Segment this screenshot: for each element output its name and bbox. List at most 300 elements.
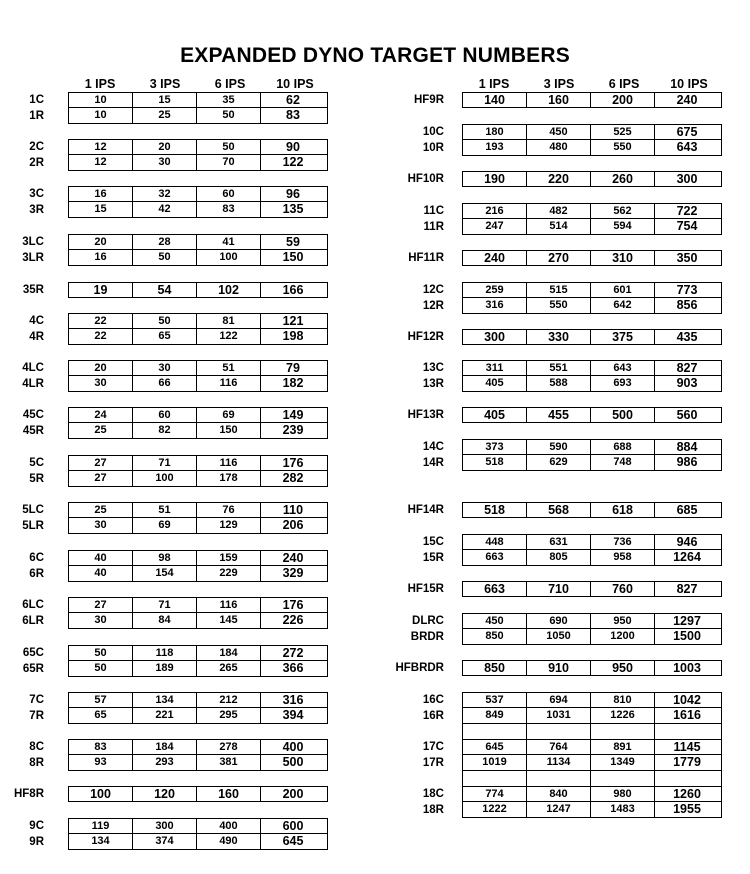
- table-cell: 950: [591, 614, 655, 628]
- table-row: [0, 660, 750, 676]
- row-label: HF15R: [407, 583, 444, 595]
- table-cell: 688: [591, 440, 655, 454]
- row-values: [68, 108, 328, 124]
- row-values: [462, 376, 722, 392]
- table-cell: 149: [282, 408, 304, 422]
- table-row: [0, 771, 750, 787]
- row-label: [364, 771, 444, 787]
- table-cell: 1779: [673, 755, 701, 769]
- table-cell: 300: [676, 172, 698, 186]
- row-label: HF12R: [407, 331, 444, 343]
- table-row: [0, 739, 750, 755]
- row-label: 17R: [422, 757, 444, 769]
- table-cell: 145: [197, 613, 261, 628]
- table-cell: 754: [676, 219, 698, 233]
- table-row: [0, 313, 750, 329]
- table-cell: 550: [527, 298, 591, 313]
- table-cell: 329: [282, 566, 304, 580]
- table-cell: 193: [463, 140, 527, 155]
- row-values: [68, 471, 328, 487]
- table-row: [0, 455, 750, 471]
- row-values: [462, 581, 722, 597]
- table-cell: 1031: [527, 708, 591, 723]
- row-label: 6LR: [22, 615, 44, 627]
- row-label: HFBRDR: [395, 662, 444, 674]
- table-cell: 810: [591, 693, 655, 707]
- row-label: 11C: [423, 205, 444, 217]
- row-values: [462, 692, 722, 708]
- table-row: [0, 755, 750, 771]
- table-cell: 373: [463, 440, 527, 454]
- table-cell: 71: [133, 456, 197, 470]
- table-cell: 350: [676, 251, 698, 265]
- table-cell: 59: [286, 235, 300, 249]
- row-label: 16R: [422, 710, 444, 722]
- row-label: 6LC: [22, 599, 44, 611]
- table-cell: 663: [463, 550, 527, 565]
- row-label: 16C: [422, 694, 444, 706]
- table-cell: 150: [197, 423, 261, 438]
- row-values: [462, 140, 722, 156]
- row-values: [462, 439, 722, 455]
- table-cell: 618: [591, 503, 655, 517]
- row-values: [462, 660, 722, 676]
- table-cell: 226: [282, 613, 304, 627]
- table-cell: 98: [133, 551, 197, 565]
- table-cell: 247: [463, 219, 527, 234]
- table-cell: 30: [69, 376, 133, 391]
- table-cell: 1349: [591, 755, 655, 770]
- table-cell: 1019: [463, 755, 527, 770]
- row-label: [364, 724, 444, 740]
- table-cell: 405: [463, 376, 527, 391]
- table-cell: 405: [463, 408, 527, 422]
- table-cell: 986: [676, 455, 698, 469]
- table-cell: 316: [463, 298, 527, 313]
- table-cell: 83: [69, 740, 133, 754]
- table-cell: 50: [197, 140, 261, 154]
- table-row: [0, 708, 750, 724]
- table-cell: 316: [282, 693, 304, 707]
- table-cell: 1200: [591, 629, 655, 644]
- table-cell: 22: [69, 329, 133, 344]
- table-row: [0, 360, 750, 376]
- row-label: 4LC: [22, 362, 44, 374]
- table-cell: 60: [133, 408, 197, 422]
- table-cell: 482: [527, 204, 591, 218]
- table-cell: 710: [527, 582, 591, 596]
- table-row: [0, 802, 750, 818]
- table-cell: 189: [133, 661, 197, 676]
- table-cell: 480: [527, 140, 591, 155]
- table-cell: 30: [69, 518, 133, 533]
- table-cell: 685: [676, 503, 698, 517]
- row-values: [462, 708, 722, 724]
- row-label: 65C: [22, 647, 44, 659]
- table-cell: 240: [282, 551, 304, 565]
- table-cell: 856: [676, 298, 698, 312]
- row-label: 6R: [29, 568, 44, 580]
- table-row: [0, 597, 750, 613]
- row-values: [68, 834, 328, 850]
- table-cell: 1955: [673, 802, 701, 816]
- table-cell: 500: [591, 408, 655, 422]
- table-row: [0, 155, 750, 171]
- table-cell: 69: [197, 408, 261, 422]
- table-cell: 551: [527, 361, 591, 375]
- row-label: 12C: [422, 284, 444, 296]
- table-cell: 760: [591, 582, 655, 596]
- table-cell: 240: [676, 93, 698, 107]
- table-cell: 40: [69, 551, 133, 565]
- table-cell: 41: [197, 235, 261, 249]
- row-label: 9R: [29, 836, 44, 848]
- table-row: [0, 124, 750, 140]
- row-label: 15C: [422, 536, 444, 548]
- table-cell: 116: [197, 456, 261, 470]
- row-label: HF10R: [407, 173, 444, 185]
- row-label: 14R: [422, 457, 444, 469]
- table-cell: 206: [282, 518, 304, 532]
- row-values: [68, 155, 328, 171]
- table-cell: 184: [197, 646, 261, 660]
- row-values: [462, 802, 722, 818]
- table-cell: 51: [133, 503, 197, 517]
- row-values: [462, 755, 722, 771]
- table-cell: [591, 771, 655, 786]
- table-row: [0, 92, 750, 108]
- table-cell: 71: [133, 598, 197, 612]
- table-cell: 160: [527, 93, 591, 107]
- left-column-headers: [68, 77, 328, 91]
- row-values: [462, 298, 722, 314]
- table-cell: 400: [197, 819, 261, 833]
- table-cell: 643: [591, 361, 655, 375]
- row-label: 10C: [422, 126, 444, 138]
- table-cell: 134: [69, 834, 133, 849]
- table-cell: 518: [463, 503, 527, 517]
- table-cell: 24: [69, 408, 133, 422]
- table-cell: 81: [197, 314, 261, 328]
- table-cell: 176: [282, 456, 304, 470]
- table-cell: 514: [527, 219, 591, 234]
- table-row: [0, 834, 750, 850]
- table-cell: 675: [676, 125, 698, 139]
- table-cell: 645: [282, 834, 304, 848]
- table-row: [0, 234, 750, 250]
- table-cell: [655, 724, 719, 739]
- table-cell: 748: [591, 455, 655, 470]
- table-cell: 166: [282, 283, 304, 297]
- table-row: [0, 298, 750, 314]
- row-label: 5LC: [22, 504, 44, 516]
- table-cell: 100: [69, 787, 133, 801]
- row-label: 12R: [422, 300, 444, 312]
- table-cell: 568: [527, 503, 591, 517]
- table-cell: 270: [527, 251, 591, 265]
- table-cell: 394: [282, 708, 304, 722]
- table-cell: 93: [69, 755, 133, 770]
- table-cell: 601: [591, 283, 655, 297]
- table-cell: 100: [133, 471, 197, 486]
- table-row: [0, 550, 750, 566]
- table-cell: 300: [133, 819, 197, 833]
- table-cell: 455: [527, 408, 591, 422]
- table-cell: 116: [197, 598, 261, 612]
- row-label: 11R: [423, 221, 444, 233]
- table-cell: 560: [676, 408, 698, 422]
- table-row: [0, 329, 750, 345]
- table-cell: 50: [69, 661, 133, 676]
- table-row: [0, 566, 750, 582]
- table-row: [0, 818, 750, 834]
- table-cell: 110: [282, 503, 304, 517]
- table-cell: 190: [463, 172, 527, 186]
- table-cell: 198: [282, 329, 304, 343]
- right-column-headers: [462, 77, 722, 91]
- table-cell: 119: [69, 819, 133, 833]
- row-label: 10R: [422, 142, 444, 154]
- table-cell: 10: [69, 93, 133, 107]
- header-1ips: 1 IPS: [84, 77, 116, 91]
- table-row: [0, 140, 750, 156]
- table-row: [0, 518, 750, 534]
- table-cell: 282: [282, 471, 304, 485]
- row-values: [68, 818, 328, 834]
- table-row: [0, 471, 750, 487]
- table-cell: 70: [197, 155, 261, 170]
- row-label: 45C: [22, 409, 44, 421]
- table-cell: 27: [69, 598, 133, 612]
- row-label: 13C: [422, 362, 444, 374]
- table-cell: 121: [282, 314, 304, 328]
- table-cell: 16: [69, 250, 133, 265]
- table-cell: 537: [463, 693, 527, 707]
- table-cell: 19: [69, 283, 133, 297]
- table-cell: 722: [676, 204, 698, 218]
- table-cell: 12: [69, 155, 133, 170]
- table-cell: 631: [527, 535, 591, 549]
- row-label: 5R: [29, 473, 44, 485]
- table-row: [0, 108, 750, 124]
- row-label: HF14R: [407, 504, 444, 516]
- table-cell: 159: [197, 551, 261, 565]
- table-cell: 450: [527, 125, 591, 139]
- row-values: [462, 124, 722, 140]
- table-cell: 79: [286, 361, 300, 375]
- table-cell: 57: [69, 693, 133, 707]
- table-cell: 629: [527, 455, 591, 470]
- table-cell: 134: [133, 693, 197, 707]
- table-cell: 150: [282, 250, 304, 264]
- table-cell: 182: [282, 376, 304, 390]
- table-row: [0, 439, 750, 455]
- table-cell: 946: [676, 535, 698, 549]
- row-values: [462, 250, 722, 266]
- row-label: DLRC: [412, 615, 444, 627]
- table-row: [0, 534, 750, 550]
- table-row: [0, 629, 750, 645]
- table-cell: 1050: [527, 629, 591, 644]
- row-values: [462, 613, 722, 629]
- table-cell: 1042: [673, 693, 701, 707]
- table-cell: 220: [527, 172, 591, 186]
- table-cell: 643: [676, 140, 698, 154]
- table-cell: 330: [527, 330, 591, 344]
- table-cell: 65: [133, 329, 197, 344]
- table-cell: 903: [676, 376, 698, 390]
- row-label: 8C: [29, 741, 44, 753]
- table-cell: 590: [527, 440, 591, 454]
- table-cell: 30: [133, 155, 197, 170]
- header-3ips: 3 IPS: [543, 77, 575, 91]
- table-cell: 216: [463, 204, 527, 218]
- table-cell: 663: [463, 582, 527, 596]
- table-cell: 694: [527, 693, 591, 707]
- table-cell: 66: [133, 376, 197, 391]
- table-cell: 562: [591, 204, 655, 218]
- table-cell: 62: [286, 93, 300, 107]
- row-label: 65R: [22, 663, 44, 675]
- table-cell: 122: [197, 329, 261, 344]
- table-cell: 20: [133, 140, 197, 154]
- table-cell: 840: [527, 787, 591, 801]
- row-values: [68, 186, 328, 202]
- table-cell: 588: [527, 376, 591, 391]
- table-cell: 827: [676, 361, 698, 375]
- table-cell: 1483: [591, 802, 655, 817]
- row-values: [462, 282, 722, 298]
- table-row: [0, 376, 750, 392]
- row-values: [462, 629, 722, 645]
- table-cell: 15: [69, 202, 133, 217]
- table-row: [0, 786, 750, 802]
- table-cell: 1222: [463, 802, 527, 817]
- row-label: BRDR: [410, 631, 444, 643]
- row-values: [462, 550, 722, 566]
- table-row: [0, 407, 750, 423]
- table-cell: 1226: [591, 708, 655, 723]
- header-10ips: 10 IPS: [670, 77, 708, 91]
- table-cell: 1297: [673, 614, 701, 628]
- table-cell: 184: [133, 740, 197, 754]
- table-cell: 293: [133, 755, 197, 770]
- row-values: [462, 171, 722, 187]
- table-cell: 32: [133, 187, 197, 201]
- table-cell: 122: [282, 155, 304, 169]
- table-cell: 500: [282, 755, 304, 769]
- table-cell: 849: [463, 708, 527, 723]
- table-cell: 154: [133, 566, 197, 581]
- row-label: 5C: [29, 457, 44, 469]
- table-cell: 120: [133, 787, 197, 801]
- table-cell: 25: [69, 503, 133, 517]
- table-cell: 20: [69, 361, 133, 375]
- table-cell: 50: [133, 314, 197, 328]
- row-values: [462, 786, 722, 802]
- row-label: 7R: [29, 710, 44, 722]
- row-label: HF11R: [408, 252, 444, 264]
- table-cell: 272: [282, 646, 304, 660]
- table-row: [0, 423, 750, 439]
- table-cell: 42: [133, 202, 197, 217]
- table-cell: 1264: [673, 550, 701, 564]
- table-cell: 300: [463, 330, 527, 344]
- table-cell: 827: [676, 582, 698, 596]
- table-cell: 76: [197, 503, 261, 517]
- table-cell: 82: [133, 423, 197, 438]
- row-values: [68, 597, 328, 613]
- table-cell: 129: [197, 518, 261, 533]
- table-cell: 40: [69, 566, 133, 581]
- table-cell: 28: [133, 235, 197, 249]
- table-cell: 35: [197, 93, 261, 107]
- row-values: [68, 313, 328, 329]
- table-cell: 518: [463, 455, 527, 470]
- table-cell: 25: [69, 423, 133, 438]
- table-cell: 60: [197, 187, 261, 201]
- table-cell: 774: [463, 787, 527, 801]
- row-label: 8R: [29, 757, 44, 769]
- table-cell: 980: [591, 787, 655, 801]
- row-values: [462, 360, 722, 376]
- row-label: HF13R: [407, 409, 444, 421]
- table-cell: 16: [69, 187, 133, 201]
- table-cell: 100: [197, 250, 261, 265]
- row-values: [462, 455, 722, 471]
- row-label: 3LR: [22, 252, 44, 264]
- table-row: [0, 186, 750, 202]
- header-6ips: 6 IPS: [608, 77, 640, 91]
- row-label: 7C: [29, 694, 44, 706]
- page-title: EXPANDED DYNO TARGET NUMBERS: [180, 44, 570, 67]
- table-cell: 176: [282, 598, 304, 612]
- row-label: 14C: [422, 441, 444, 453]
- row-label: 9C: [29, 820, 44, 832]
- row-label: HF8R: [13, 788, 44, 800]
- row-values: [462, 771, 722, 787]
- row-values: [68, 423, 328, 439]
- table-cell: 450: [463, 614, 527, 628]
- row-label: 3C: [29, 188, 44, 200]
- table-cell: 594: [591, 219, 655, 234]
- table-cell: 645: [463, 740, 527, 754]
- row-label: 17C: [422, 741, 444, 753]
- table-cell: 773: [676, 283, 698, 297]
- table-cell: 50: [133, 250, 197, 265]
- table-cell: 950: [591, 661, 655, 675]
- table-cell: 764: [527, 740, 591, 754]
- table-cell: 805: [527, 550, 591, 565]
- row-label: HF9R: [413, 94, 444, 106]
- table-cell: 1247: [527, 802, 591, 817]
- table-cell: 1500: [673, 629, 701, 643]
- table-cell: 1260: [673, 787, 701, 801]
- table-cell: 140: [463, 93, 527, 107]
- row-values: [462, 407, 722, 423]
- table-row: [0, 645, 750, 661]
- table-cell: 200: [282, 787, 304, 801]
- table-cell: 69: [133, 518, 197, 533]
- table-cell: 10: [69, 108, 133, 123]
- table-cell: 30: [69, 613, 133, 628]
- table-row: [0, 613, 750, 629]
- table-cell: 515: [527, 283, 591, 297]
- header-3ips: 3 IPS: [149, 77, 181, 91]
- table-cell: 102: [197, 283, 261, 297]
- table-cell: 65: [69, 708, 133, 723]
- table-cell: 736: [591, 535, 655, 549]
